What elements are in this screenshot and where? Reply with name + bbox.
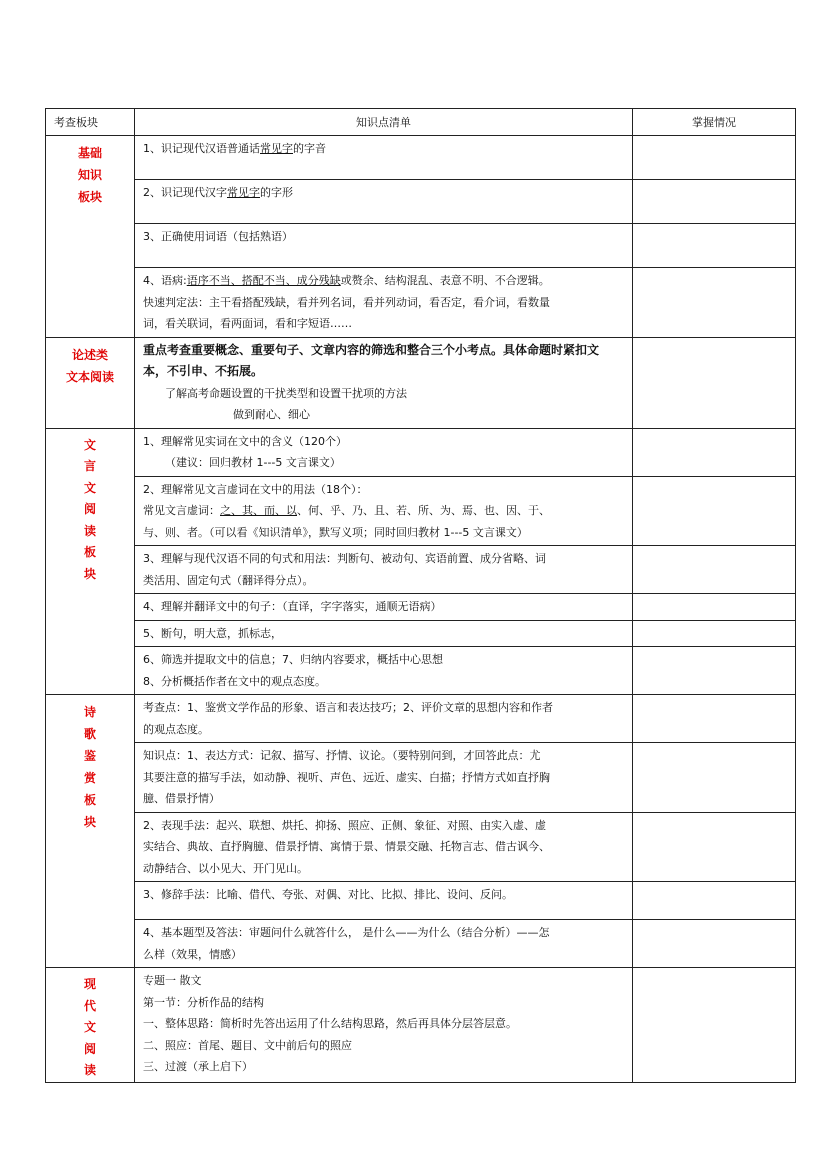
knowledge-cell: 3、修辞手法：比喻、借代、夸张、对偶、对比、比拟、排比、设问、反问。 — [135, 882, 633, 920]
table-row — [46, 180, 796, 224]
mastery-cell[interactable] — [633, 224, 796, 268]
knowledge-cell: 6、筛选并提取文中的信息；7、归纳内容要求，概括中心思想 8、分析概括作者在文中的观点态度。 — [135, 647, 633, 695]
knowledge-cell: 4、基本题型及答法：审题问什么就答什么， 是什么——为什么（结合分析）——怎 么样（效果，情感） — [135, 920, 633, 968]
knowledge-cell: 2、理解常见文言虚词在文中的用法（18个）： 常见文言虚词：之、其、而、以、何、乎、乃、且、若、所、为、焉、也、因、于、 与、则、者。（可以看《知识清单》，默写义项；同时回归教材 1---5 文言课文） — [135, 476, 633, 546]
knowledge-cell: 2、表现手法：起兴、联想、烘托、抑扬、照应、正侧、象征、对照、由实入虚、虚 实结合、典故、直抒胸臆、借景抒情、寓情于景、情景交融、托物言志、借古讽今、 动静结合、以小见大、开门见山。 — [135, 812, 633, 882]
category-classical: 文 言 文 阅 读 板 块 — [46, 428, 135, 695]
mastery-cell[interactable] — [633, 594, 796, 621]
mastery-cell[interactable] — [633, 882, 796, 920]
table-row — [46, 695, 796, 743]
table-row — [46, 594, 796, 621]
knowledge-cell: 重点考查重要概念、重要句子、文章内容的筛选和整合三个小考点。具体命题时紧扣文 本，不引申、不拓展。 了解高考命题设置的干扰类型和设置干扰项的方法 做到耐心、细心 — [135, 337, 633, 428]
category-modern: 现 代 文 阅 读 — [46, 968, 135, 1083]
knowledge-table — [45, 108, 796, 1083]
table-row — [46, 882, 796, 920]
table-row — [46, 337, 796, 428]
mastery-cell[interactable] — [633, 695, 796, 743]
table-row — [46, 268, 796, 338]
mastery-cell[interactable] — [633, 136, 796, 180]
table-row — [46, 920, 796, 968]
mastery-cell[interactable] — [633, 920, 796, 968]
knowledge-cell: 知识点：1、表达方式：记叙、描写、抒情、议论。（要特别问到，才回答此点：尤 其要注意的描写手法，如动静、视听、声色、远近、虚实、白描；抒情方式如直抒胸 臆、借景抒情） — [135, 743, 633, 813]
table-row — [46, 647, 796, 695]
mastery-cell[interactable] — [633, 647, 796, 695]
mastery-cell[interactable] — [633, 337, 796, 428]
table-row — [46, 546, 796, 594]
table-row — [46, 224, 796, 268]
mastery-cell[interactable] — [633, 476, 796, 546]
table-row — [46, 743, 796, 813]
knowledge-cell: 3、理解与现代汉语不同的句式和用法：判断句、被动句、宾语前置、成分省略、词 类活用、固定句式（翻译得分点）。 — [135, 546, 633, 594]
table-header-row — [46, 109, 796, 136]
table-row — [46, 476, 796, 546]
category-poetry: 诗 歌 鉴 赏 板 块 — [46, 695, 135, 968]
header-mastery: 掌握情况 — [633, 109, 796, 136]
header-category: 考查板块 — [46, 109, 135, 136]
mastery-cell[interactable] — [633, 620, 796, 647]
knowledge-cell: 4、理解并翻译文中的句子：（直译，字字落实，通顺无语病） — [135, 594, 633, 621]
table-row — [46, 620, 796, 647]
mastery-cell[interactable] — [633, 546, 796, 594]
table-row — [46, 812, 796, 882]
knowledge-cell: 考查点：1、鉴赏文学作品的形象、语言和表达技巧；2、评价文章的思想内容和作者 的观点态度。 — [135, 695, 633, 743]
mastery-cell[interactable] — [633, 180, 796, 224]
knowledge-cell: 1、识记现代汉语普通话常见字的字音 — [135, 136, 633, 180]
mastery-cell[interactable] — [633, 268, 796, 338]
header-knowledge: 知识点清单 — [135, 109, 633, 136]
knowledge-cell: 专题一 散文 第一节：分析作品的结构 一、整体思路：简析时先答出运用了什么结构思路，然后再具体分层答层意。 二、照应：首尾、题目、文中前后句的照应 三、过渡（承上启下） — [135, 968, 633, 1083]
category-argument: 论述类 文本阅读 — [46, 337, 135, 428]
category-basic: 基础 知识 板块 — [46, 136, 135, 338]
knowledge-cell: 4、语病:语序不当、搭配不当、成分残缺或赘余、结构混乱、表意不明、不合逻辑。 快速判定法：主干看搭配残缺，看并列名词，看并列动词，看否定，看介词，看数量 词，看关联词，看两面词，看和字短语…… — [135, 268, 633, 338]
table-row — [46, 428, 796, 476]
table-row — [46, 136, 796, 180]
mastery-cell[interactable] — [633, 428, 796, 476]
table-row — [46, 968, 796, 1083]
mastery-cell[interactable] — [633, 812, 796, 882]
knowledge-cell: 1、理解常见实词在文中的含义（120个） （建议：回归教材 1---5 文言课文） — [135, 428, 633, 476]
knowledge-cell: 5、断句，明大意，抓标志， — [135, 620, 633, 647]
mastery-cell[interactable] — [633, 743, 796, 813]
mastery-cell[interactable] — [633, 968, 796, 1083]
knowledge-cell: 2、识记现代汉字常见字的字形 — [135, 180, 633, 224]
knowledge-cell: 3、正确使用词语（包括熟语） — [135, 224, 633, 268]
